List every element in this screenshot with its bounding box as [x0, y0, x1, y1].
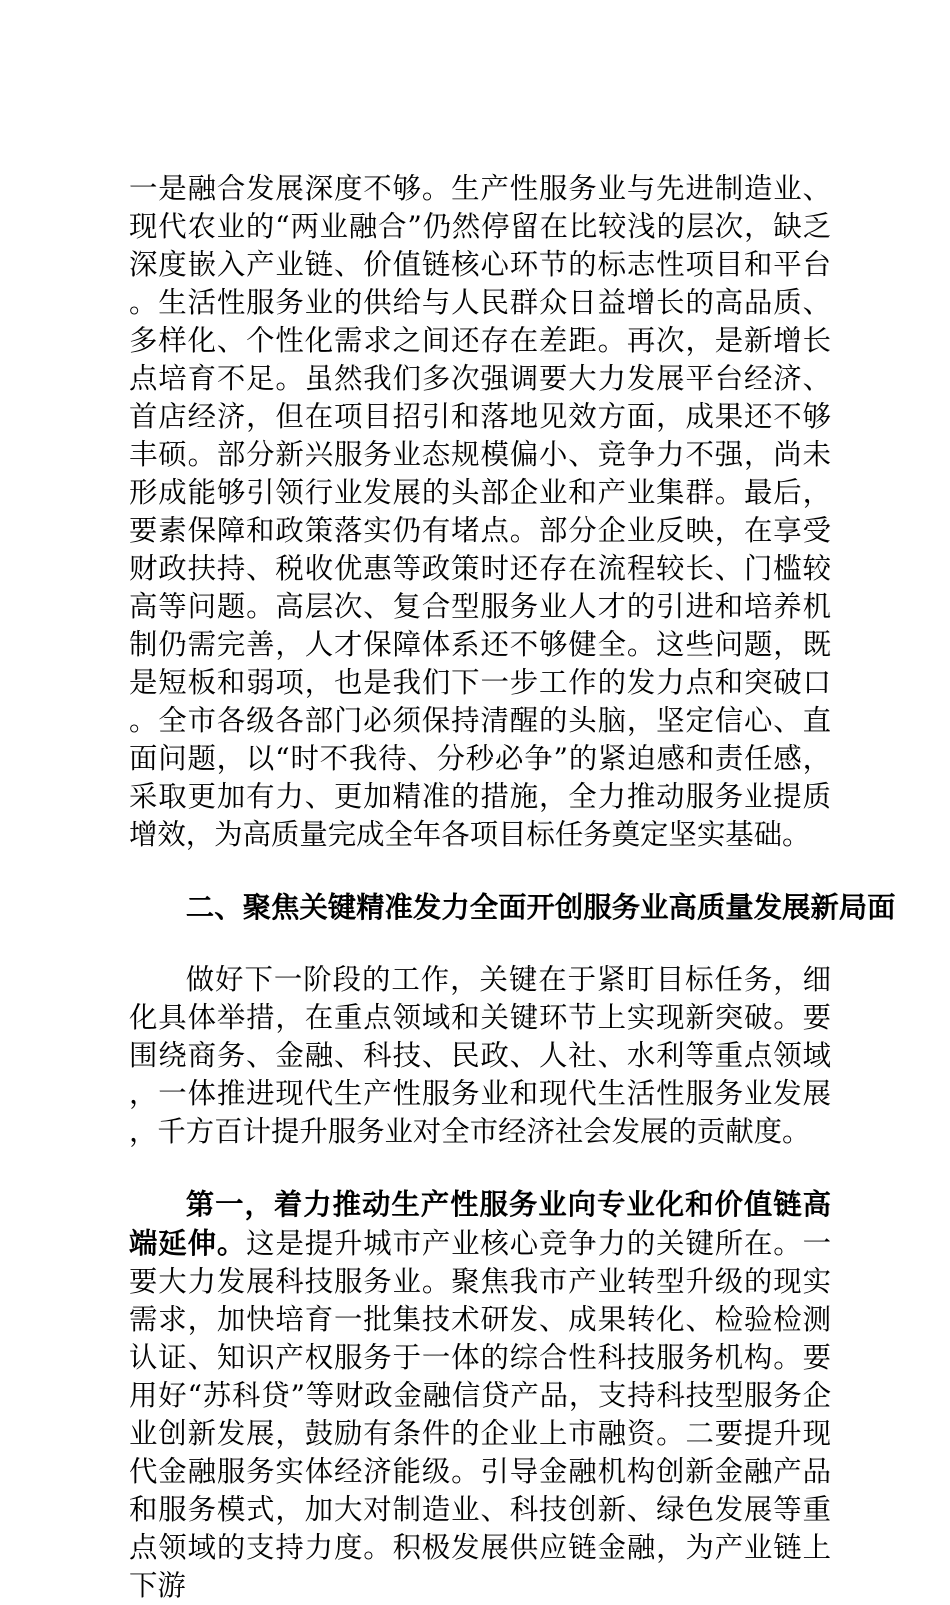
paragraph-problems: 一是融合发展深度不够。生产性服务业与先进制造业、现代农业的“两业融合”仍然停留在比较浅的层次，缺乏深度嵌入产业链、价值链核心环节的标志性项目和平台。生活性服务业的供给与人民群众日益增长的高品质、多样化、个性化需求之间还存在差距。再次，是新增长点培育不足。虽然我们多次强调要大力发展平台经济、首店经济，但在项目招引和落地见效方面，成果还不够丰硕。部分新兴服务业态规模偏小、竞争力不强，尚未形成能够引领行业发展的头部企业和产业集群。最后，要素保障和政策落实仍有堵点。部分企业反映，在享受财政扶持、税收优惠等政策时还存在流程较长、门槛较高等问题。高层次、复合型服务业人才的引进和培养机制仍需完善，人才保障体系还不够健全。这些问题，既是短板和弱项，也是我们下一步工作的发力点和突破口。全市各级各部门必须保持清醒的头脑，坚定信心、直面问题，以“时不我待、分秒必争”的紧迫感和责任感，采取更加有力、更加精准的措施，全力推动服务业提质增效，为高质量完成全年各项目标任务奠定坚实基础。 — [129, 172, 831, 851]
document-page — [129, 170, 896, 1605]
paragraph-first-measure — [129, 1185, 831, 1605]
section-heading: 二、聚焦关键精准发力全面开创服务业高质量发展新局面 — [185, 890, 896, 924]
paragraph-spacer — [129, 1151, 831, 1185]
paragraph-next-stage: 做好下一阶段的工作，关键在于紧盯目标任务，细化具体举措，在重点领域和关键环节上实现新突破。要围绕商务、金融、科技、民政、人社、水利等重点领域，一体推进现代生产性服务业和现代生活性服务业发展，千方百计提升服务业对全市经济社会发展的贡献度。 — [129, 963, 831, 1148]
paragraph-first-measure-lead: 第一，着力推动生产性服务业向专业化和价值链高端延伸。 — [129, 1187, 831, 1260]
paragraph-first-measure-body: 这是提升城市产业核心竞争力的关键所在。一要大力发展科技服务业。聚焦我市产业转型升级的现实需求，加快培育一批集技术研发、成果转化、检验检测认证、知识产权服务于一体的综合性科技服务机构。要用好“苏科贷”等财政金融信贷产品，支持科技型服务企业创新发展，鼓励有条件的企业上市融资。二要提升现代金融服务实体经济能级。引导金融机构创新金融产品和服务模式，加大对制造业、科技创新、绿色发展等重点领域的支持力度。积极发展供应链金融，为产业链上下游 — [129, 1227, 831, 1602]
